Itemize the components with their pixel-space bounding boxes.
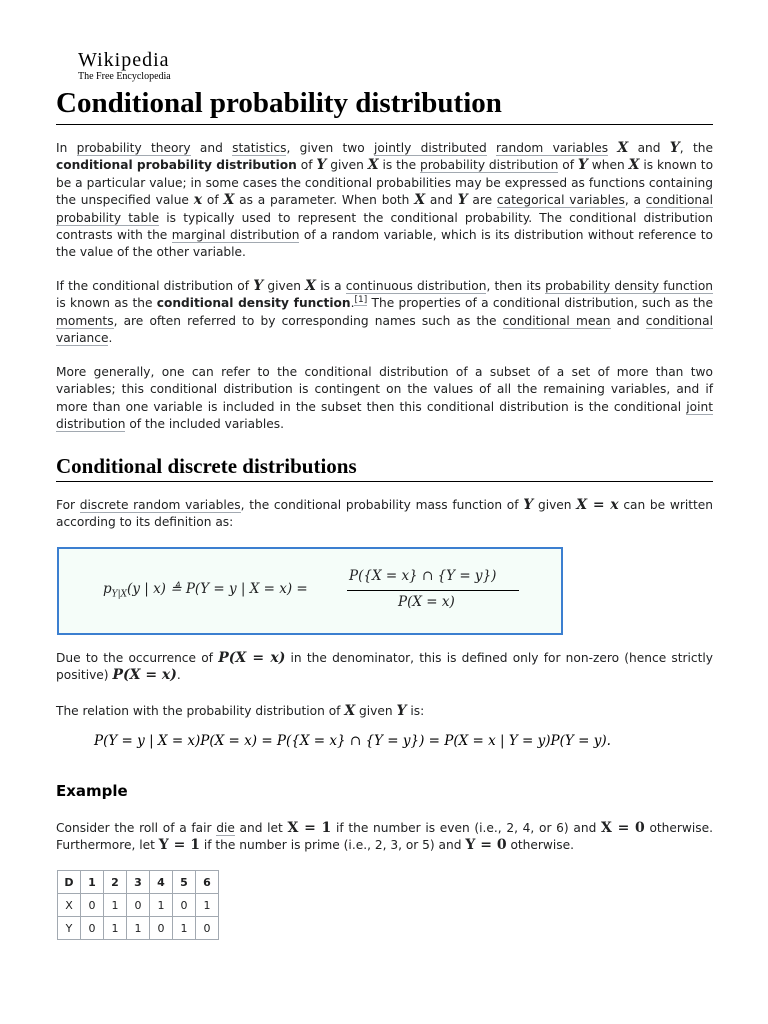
link-marginal-distribution[interactable]: marginal distribution (171, 228, 300, 243)
link-conditional-probability-table[interactable]: conditional probability table (56, 193, 713, 225)
table-cell: 0 (81, 894, 104, 917)
table-header-cell: 3 (127, 871, 150, 894)
link-statistics[interactable]: statistics (232, 141, 287, 155)
link-jointly-distributed[interactable]: jointly distributed (373, 141, 487, 155)
logo-tagline: The Free Encyclopedia (78, 71, 171, 82)
term-conditional-density-function: conditional density function (156, 296, 351, 311)
table-cell: 1 (173, 917, 196, 940)
link-die[interactable]: die (216, 821, 235, 835)
term-conditional-probability-distribution: conditional probability distribution (56, 158, 297, 173)
link-random-variables[interactable]: random variables (496, 141, 609, 155)
math-x: X (617, 140, 629, 156)
discrete-paragraph-2: Due to the occurrence of P(X = x) in the denominator, this is defined only for non-zero (hence strictly positive) P(X = x). (56, 650, 713, 684)
link-probability-density-function[interactable]: probability density function (545, 279, 714, 293)
table-cell: 0 (81, 917, 104, 940)
table-row (58, 894, 219, 917)
relation-equation: P(Y = y | X = x)P(X = x) = P({X = x} ∩ {Y = y}) = P(X = x | Y = y)P(Y = y). (94, 733, 611, 749)
intro-paragraph-3: More generally, one can refer to the conditional distribution of a subset of a set of more than two variables; this conditional distribution is contingent on the values of all the remaining variables, and if more than one variable is included in the subset then this conditional distribution is the conditional joint distribution of the included variables. (56, 365, 713, 432)
table-header-cell: 6 (196, 871, 219, 894)
formula-lhs: $p_{Y|X}(y$ | x) ≜ P(Y = y | X = x) = (103, 581, 308, 600)
logo-wordmark: Wikipedia (78, 49, 170, 71)
table-cell: 1 (127, 917, 150, 940)
section-heading-discrete: Conditional discrete distributions (56, 454, 357, 478)
title-divider (56, 124, 713, 125)
math-y: Y (669, 140, 680, 156)
intro-paragraph-2: If the conditional distribution of Y given X is a continuous distribution, then its probability density function is known as the conditional density function.[1] The properties of a conditional distribution, such as the moments, are often referred to by corresponding names such as the conditional mean and conditional variance. (56, 278, 714, 346)
link-joint-distribution[interactable]: joint distribution (56, 399, 713, 432)
table-cell: 1 (104, 894, 127, 917)
table-cell: 1 (196, 894, 219, 917)
table-header-cell: 2 (104, 871, 127, 894)
link-discrete-random-variables[interactable]: discrete random variables (79, 498, 241, 512)
link-probability-distribution[interactable]: probability distribution (420, 158, 559, 173)
page-title: Conditional probability distribution (56, 87, 502, 119)
table-cell: Y (58, 917, 81, 940)
table-header-cell: 5 (173, 871, 196, 894)
table-header-cell: D (58, 871, 81, 894)
table-cell: 0 (150, 917, 173, 940)
intro-paragraph-1: In probability theory and statistics, given two jointly distributed random variables X and Y, the conditional probability distribution of Y given X is the probability distribution of Y when X is known to be a particular value; in some cases the conditional probabilities may be expressed as functions containing the unspecified value x of X as a parameter. When both X and Y are categorical variables, a conditional probability table is typically used to represent the conditional probability. The conditional distribution contrasts with the marginal distribution of a random variable, which is its distribution without reference to the value of the other variable. (56, 140, 714, 260)
link-probability-theory[interactable]: probability theory (76, 141, 191, 155)
table-cell: 0 (173, 894, 196, 917)
table-header-row (58, 871, 219, 894)
link-conditional-variance[interactable]: conditional variance (56, 313, 713, 346)
table-cell: 1 (150, 894, 173, 917)
link-moments[interactable]: moments (56, 313, 114, 328)
link-categorical-variables[interactable]: categorical variables (496, 193, 625, 208)
table-header-cell: 1 (81, 871, 104, 894)
wikipedia-logo[interactable] (78, 50, 171, 83)
formula-denominator: P(X = x) (398, 594, 455, 610)
table-row (58, 917, 219, 940)
table-header-cell: 4 (150, 871, 173, 894)
section-divider (56, 481, 713, 482)
fraction-bar (347, 590, 519, 591)
subsection-heading-example: Example (56, 782, 128, 800)
discrete-paragraph-3: The relation with the probability distribution of X given Y is: (56, 703, 425, 719)
example-paragraph: Consider the roll of a fair die and let X = 1 if the number is even (i.e., 2, 4, or 6) and X = 0 otherwise. Furthermore, let Y = 1 if the number is prime (i.e., 2, 3, or 5) and Y = 0 otherwise. (56, 820, 713, 854)
link-conditional-mean[interactable]: conditional mean (502, 313, 611, 328)
formula-numerator: P({X = x} ∩ {Y = y}) (349, 568, 497, 584)
table-cell: 1 (104, 917, 127, 940)
discrete-paragraph-1: For discrete random variables, the conditional probability mass function of Y given X = x can be written according to its definition as: (56, 497, 713, 530)
link-continuous-distribution[interactable]: continuous distribution (345, 279, 487, 293)
table-cell: 0 (196, 917, 219, 940)
example-table (57, 870, 219, 940)
table-cell: 0 (127, 894, 150, 917)
table-cell: X (58, 894, 81, 917)
reference-link-1[interactable]: [1] (354, 295, 368, 306)
